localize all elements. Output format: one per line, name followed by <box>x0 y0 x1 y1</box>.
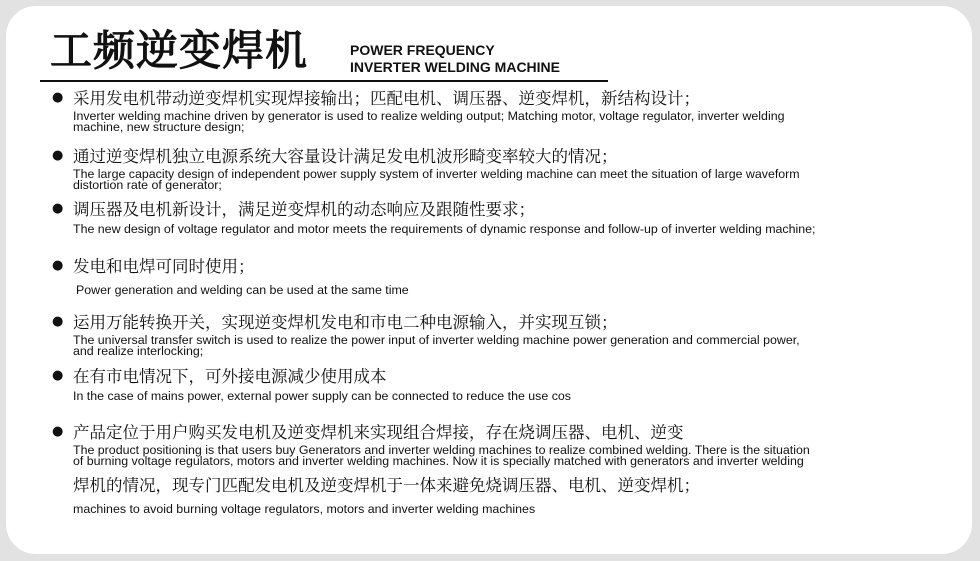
bullet-icon: ● <box>52 424 64 439</box>
feature-item <box>52 146 932 191</box>
feature-text-en-continued: machines to avoid burning voltage regulators, motors and inverter welding machines <box>73 502 536 516</box>
feature-item <box>52 366 932 403</box>
feature-text-en-line-2: and realize interlocking; <box>73 344 204 358</box>
feature-text-en-line-2: distortion rate of generator; <box>73 178 222 192</box>
feature-text-zh: 调压器及电机新设计，满足逆变焊机的动态响应及跟随性要求； <box>73 200 535 219</box>
bullet-icon: ● <box>52 314 64 329</box>
feature-item <box>52 312 932 357</box>
feature-text-en: Power generation and welding can be used at the same time <box>76 283 409 297</box>
feature-text-en-line-1: The large capacity design of independent power supply system of inverter welding machine can meet the situation of large waveform <box>73 167 800 181</box>
feature-text-en <box>73 169 932 191</box>
title-underline <box>40 80 608 82</box>
feature-item <box>52 199 932 236</box>
feature-text-en-line-2: machine, new structure design; <box>73 120 245 134</box>
feature-text-zh: 通过逆变焊机独立电源系统大容量设计满足发电机波形畸变率较大的情况； <box>73 147 618 166</box>
feature-text-en: The new design of voltage regulator and motor meets the requirements of dynamic response and follow-up of inverter welding machine; <box>73 222 816 236</box>
feature-text-en: In the case of mains power, external power supply can be connected to reduce the use cos <box>73 389 571 403</box>
feature-text-en <box>73 335 932 357</box>
feature-text-en-line-2: of burning voltage regulators, motors and inverter welding machines. Now it is specially matched with generators and inverter welding <box>73 454 804 468</box>
feature-item <box>52 88 932 133</box>
page-title-english <box>350 42 560 76</box>
feature-text-en-line-1: The product positioning is that users buy Generators and inverter welding machines to realize combined welding. There is the situation <box>73 443 810 457</box>
feature-item <box>52 422 932 516</box>
feature-text-zh: 发电和电焊可同时使用； <box>73 257 255 276</box>
feature-text-zh: 采用发电机带动逆变焊机实现焊接输出；匹配电机、调压器、逆变焊机，新结构设计； <box>73 89 700 108</box>
bullet-icon: ● <box>52 148 64 163</box>
bullet-icon: ● <box>52 368 64 383</box>
feature-item <box>52 256 932 297</box>
feature-text-en-line-1: Inverter welding machine driven by generator is used to realize welding output; Matching motor, voltage regulator, inverter welding <box>73 109 785 123</box>
feature-text-zh-continued: 焊机的情况，现专门匹配发电机及逆变焊机于一体来避免烧调压器、电机、逆变焊机； <box>73 476 700 495</box>
bullet-icon: ● <box>52 201 64 216</box>
feature-text-zh: 运用万能转换开关，实现逆变焊机发电和市电二种电源输入，并实现互锁； <box>73 313 618 332</box>
feature-card <box>6 6 972 554</box>
feature-text-en-line-1: The universal transfer switch is used to realize the power input of inverter welding machine power generation and commercial power, <box>73 333 800 347</box>
bullet-icon: ● <box>52 90 64 105</box>
feature-text-zh: 产品定位于用户购买发电机及逆变焊机来实现组合焊接，存在烧调压器、电机、逆变 <box>73 423 684 442</box>
title-en-line-2: INVERTER WELDING MACHINE <box>350 59 560 75</box>
page-title: 工频逆变焊机 <box>50 26 309 75</box>
bullet-icon: ● <box>52 258 64 273</box>
feature-text-zh: 在有市电情况下，可外接电源减少使用成本 <box>73 367 387 386</box>
feature-text-en <box>73 111 932 133</box>
feature-text-en <box>73 445 932 467</box>
title-en-line-1: POWER FREQUENCY <box>350 42 495 58</box>
